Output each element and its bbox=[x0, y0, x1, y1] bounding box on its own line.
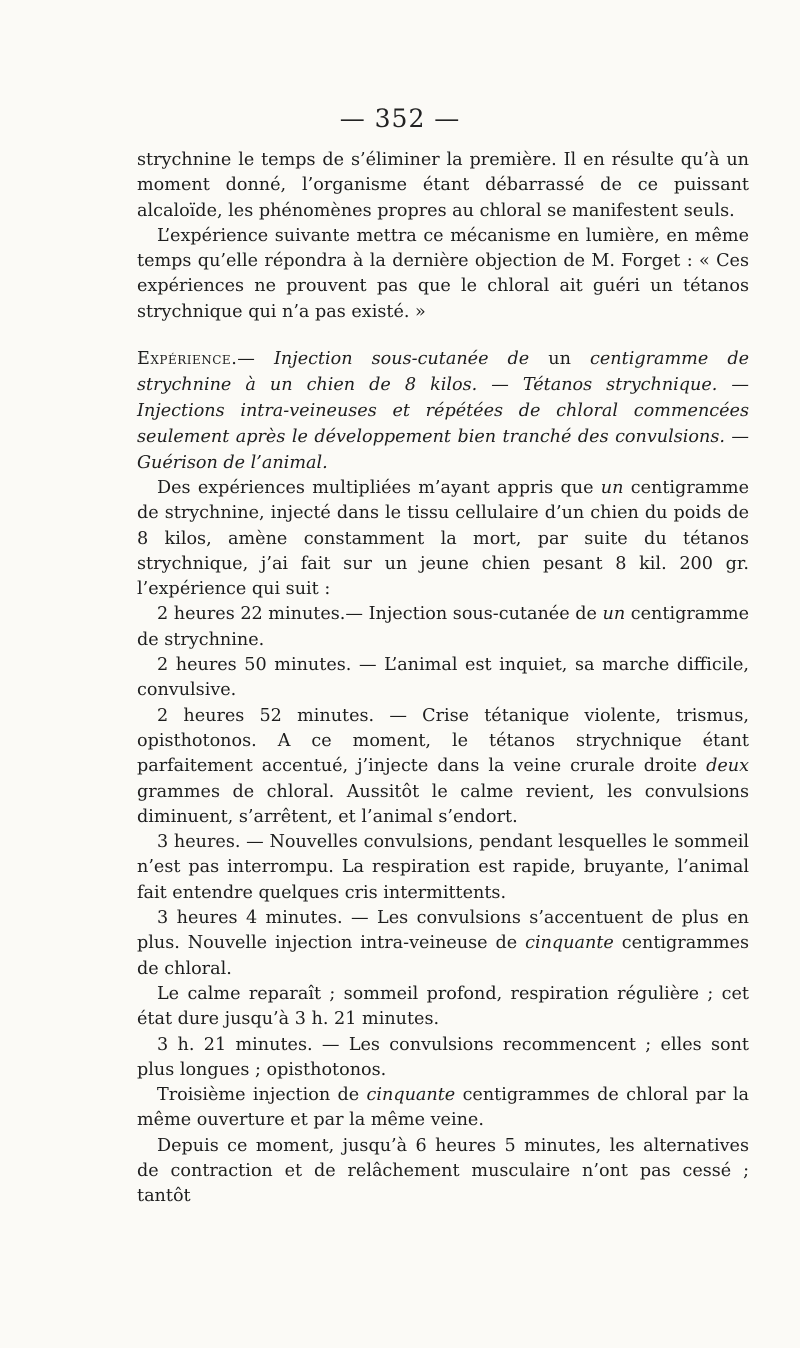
intro-section bbox=[137, 148, 749, 325]
paragraph bbox=[137, 906, 749, 982]
paragraph: L’expérience suivante mettra ce mécanisme en lumière, en même temps qu’elle répondra à la dernière objection de M. Forget : « Ces expériences ne prouvent pas que le chloral ait guéri un tétanos strychnique qui n’a pas existé. » bbox=[137, 225, 749, 322]
experience-label: Expérience. bbox=[137, 349, 238, 369]
paragraph: Depuis ce moment, jusqu’à 6 heures 5 minutes, les alternatives de contraction et de relâchement musculaire n’ont pas cessé ; tantôt bbox=[137, 1135, 749, 1207]
text-run: 2 heures 22 minutes.— Injection sous-cutanée de bbox=[157, 604, 597, 625]
text-run: centigramme de strychnine, injecté dans le tissu cellulaire d’un chien du poids de 8 kilos, amène constamment la mort, par suite du tétanos strychnique, j’ai fait sur un jeune chien pesant 8 kil. 200 gr. l’expérience qui suit : bbox=[137, 478, 749, 600]
text-run: 2 heures 52 minutes. — Crise tétanique violente, trismus, opisthotonos. A ce moment, le tétanos strychnique étant parfaitement accentué, j’injecte dans la veine crurale droite bbox=[137, 705, 749, 777]
paragraph: 2 heures 50 minutes. — L’animal est inquiet, sa marche difficile, convulsive. bbox=[137, 655, 749, 701]
emphasis: cinquante bbox=[366, 1085, 456, 1106]
paragraph: strychnine le temps de s’éliminer la première. Il en résulte qu’à un moment donné, l’organisme étant débarrassé de ce puissant alcaloïde, les phénomènes propres au chloral se manifestent seuls. bbox=[137, 150, 749, 221]
paragraph: 3 h. 21 minutes. — Les convulsions recommencent ; elles sont plus longues ; opisthotonos. bbox=[137, 1034, 749, 1080]
experience-text: centigramme de strychnine à un chien de 8 kilos. — Tétanos strychnique. — Injections intra-veineuses et répétées de chloral commencées seulement après le développement bien tranché des convulsions. — Guérison de l’animal. bbox=[137, 349, 750, 473]
experience-heading bbox=[137, 346, 749, 476]
experience-text: Injection sous-cutanée de bbox=[273, 349, 530, 369]
experience-text: un bbox=[548, 349, 571, 369]
body-section bbox=[137, 476, 749, 1210]
emphasis: deux bbox=[706, 756, 750, 777]
text-run: Des expériences multipliées m’ayant appris que bbox=[157, 478, 594, 498]
paragraph: Le calme reparaît ; sommeil profond, respiration régulière ; cet état dure jusqu’à 3 h. 21 minutes. bbox=[137, 983, 749, 1030]
paragraph: 3 heures. — Nouvelles convulsions, pendant lesquelles le sommeil n’est pas interrompu. La respiration est rapide, bruyante, l’animal fait entendre quelques cris intermittents. bbox=[137, 832, 749, 903]
text-run: Troisième injection de bbox=[157, 1085, 360, 1106]
paragraph bbox=[137, 1083, 749, 1134]
text-run: 3 heures 4 minutes. — Les convulsions s’accentuent de plus en plus. Nouvelle injection intra-veineuse de bbox=[137, 908, 749, 954]
separator: — bbox=[237, 349, 255, 369]
paragraph bbox=[137, 602, 749, 653]
paragraph bbox=[137, 704, 749, 830]
emphasis: un bbox=[600, 478, 624, 498]
emphasis: cinquante bbox=[525, 933, 614, 954]
text-run: centigrammes de chloral. bbox=[137, 933, 750, 979]
text-run: centigramme de strychnine. bbox=[137, 604, 750, 650]
text-run: centigrammes de chloral par la même ouverture et par la même veine. bbox=[137, 1085, 750, 1131]
text-run: grammes de chloral. Aussitôt le calme revient, les convulsions diminuent, s’arrêtent, et l’animal s’endort. bbox=[137, 781, 749, 827]
paragraph bbox=[137, 476, 749, 602]
emphasis: un bbox=[602, 604, 626, 625]
page-number: — 352 — bbox=[339, 104, 461, 133]
